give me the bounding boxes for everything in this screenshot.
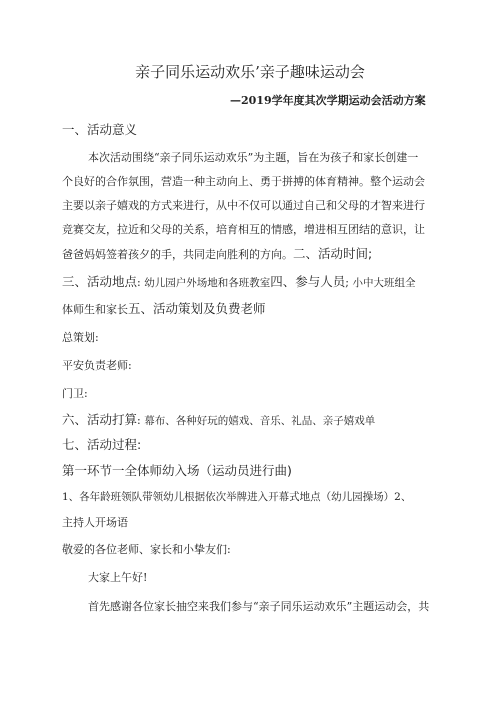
section-3-heading: 三、活动地点 bbox=[62, 274, 138, 289]
role-chief-planner: 总策划: bbox=[62, 331, 99, 344]
role-safety-teacher: 平安负责老师: bbox=[62, 359, 132, 372]
hello-line: 大家上午好! bbox=[88, 571, 148, 584]
section-4-colon: ; bbox=[345, 276, 349, 289]
greeting-line: 敬爱的各位老师、家长和小挚友们: bbox=[62, 543, 231, 556]
step-line-1: 1、各年龄班领队带领幼儿根据依次举牌进入开幕式地点（幼儿园操场）2、 bbox=[62, 491, 412, 503]
section-4-text: 小中大班组全 bbox=[352, 277, 416, 289]
section-7-heading: 七、活动过程: bbox=[62, 437, 142, 452]
section-4-5-line bbox=[62, 301, 462, 318]
document-title: 亲子同乐运动欢乐’亲子趣味运动会 bbox=[135, 63, 365, 81]
paragraph-1-text: 爸爸妈妈签着孩夕的手，共同走向胜利的方向。 bbox=[62, 248, 293, 261]
step-line-2: 主持人开场语 bbox=[62, 516, 128, 529]
section-4-heading: 四、参与人员 bbox=[270, 274, 346, 289]
paragraph-1-line-2: 个良好的合作氛围，营造一种主动向上、勇于拼搏的体育精神。整个运动会 bbox=[62, 175, 425, 188]
paragraph-1-line-4: 竞赛交友，拉近和父母的关系，培育相互的情感，增进相互团结的意识，让 bbox=[62, 223, 425, 236]
section-6-line bbox=[62, 412, 482, 429]
section-3-text: 幼儿园户外场地和各班教室 bbox=[144, 277, 271, 289]
paragraph-1-line-5 bbox=[62, 246, 482, 263]
paragraph-1-line-1: 本次活动围绕“亲子同乐运动欢乐”为主题，旨在为孩子和家长创建一 bbox=[88, 151, 419, 164]
section-3-4-line bbox=[62, 274, 482, 291]
document-subtitle: —2019学年度其次学期运动会活动方案 bbox=[230, 94, 426, 107]
section-5-heading: 五、活动策划及负费老师 bbox=[128, 301, 266, 316]
thanks-line: 首先感谢各位家长抽空来我们参与“亲子同乐运动欢乐”主题运动会，共 bbox=[88, 600, 430, 613]
paragraph-1-line-3: 主要以亲子嬉戏的方式来进行，从中不仅可以通过自己和父母的才智来进行 bbox=[62, 199, 425, 212]
section-6-colon: : bbox=[137, 414, 141, 427]
section-1-heading: 一、活动意义 bbox=[62, 122, 138, 137]
section-2-heading: 二、活动时间; bbox=[293, 246, 373, 261]
section-6-text: 幕布、各种好玩的嬉戏、音乐、礼品、亲子嬉戏单 bbox=[144, 415, 376, 427]
section-4-continuation: 体师生和家长 bbox=[62, 303, 128, 316]
stage-1-heading: 第一环节一全体师幼入场（运动员进行曲) bbox=[62, 463, 292, 478]
section-6-heading: 六、活动打算 bbox=[62, 412, 138, 427]
role-guard: 门卫: bbox=[62, 387, 88, 400]
section-3-colon: : bbox=[137, 276, 141, 289]
